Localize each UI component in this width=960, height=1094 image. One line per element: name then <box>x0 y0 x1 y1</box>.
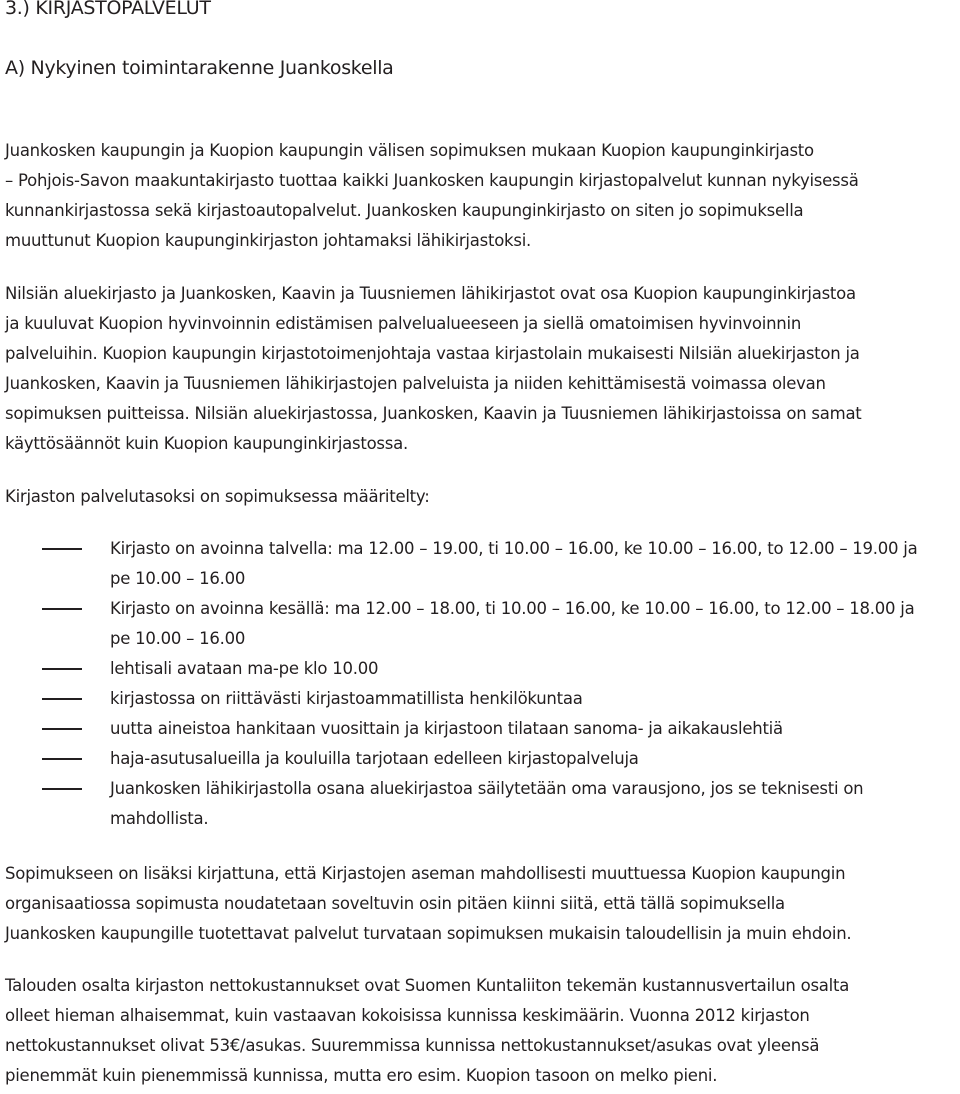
list-item-text: haja-asutusalueilla ja kouluilla tarjotaan edelleen kirjastopalveluja <box>110 749 639 768</box>
list-item-text: kirjastossa on riittävästi kirjastoammatillista henkilökuntaa <box>110 689 583 708</box>
text-line: nettokustannukset olivat 53€/asukas. Suuremmissa kunnissa nettokustannukset/asukas ovat yleensä <box>5 1036 820 1055</box>
list-item-text: uutta aineistoa hankitaan vuosittain ja kirjastoon tilataan sanoma- ja aikakauslehtiä <box>110 719 783 738</box>
dash-bullet-icon <box>42 698 82 700</box>
text-line: Nilsiän aluekirjasto ja Juankosken, Kaavin ja Tuusniemen lähikirjastot ovat osa Kuopion kaupunginkirjastoa <box>5 284 856 303</box>
text-line: sopimuksen puitteissa. Nilsiän aluekirjastossa, Juankosken, Kaavin ja Tuusniemen lähikirjastoissa on samat <box>5 404 862 423</box>
text-line: Sopimukseen on lisäksi kirjattuna, että Kirjastojen aseman mahdollisesti muuttuessa Kuopion kaupungin <box>5 864 846 883</box>
paragraph-agreement-addendum <box>5 859 960 949</box>
text-line: Juankosken, Kaavin ja Tuusniemen lähikirjastojen palveluista ja niiden kehittämisestä voimassa olevan <box>5 374 826 393</box>
list-item-text: Kirjasto on avoinna kesällä: ma 12.00 – 18.00, ti 10.00 – 16.00, ke 10.00 – 16.00, to 12.00 – 18.00 ja <box>110 599 915 618</box>
list-item-text: Kirjasto on avoinna talvella: ma 12.00 – 19.00, ti 10.00 – 16.00, ke 10.00 – 16.00, to 12.00 – 19.00 ja <box>110 539 918 558</box>
dash-bullet-icon <box>42 788 82 790</box>
dash-bullet-icon <box>42 548 82 550</box>
dash-bullet-icon <box>42 668 82 670</box>
list-item-text: Juankosken lähikirjastolla osana aluekirjastoa säilytetään oma varausjono, jos se teknisesti on <box>110 779 864 798</box>
service-level-list <box>0 534 960 834</box>
text-line: käyttösäännöt kuin Kuopion kaupunginkirjastossa. <box>5 434 408 453</box>
list-item-text: mahdollista. <box>110 809 209 828</box>
list-item <box>0 774 960 834</box>
paragraph-economy <box>5 971 960 1091</box>
text-line: pienemmät kuin pienemmissä kunnissa, mutta ero esim. Kuopion tasoon on melko pieni. <box>5 1066 718 1085</box>
text-line: kunnankirjastossa sekä kirjastoautopalvelut. Juankosken kaupunginkirjasto on siten jo sopimuksella <box>5 201 804 220</box>
list-item-text: pe 10.00 – 16.00 <box>110 629 246 648</box>
text-line: palveluihin. Kuopion kaupungin kirjastotoimenjohtaja vastaa kirjastolain mukaisesti Nilsiän aluekirjaston ja <box>5 344 860 363</box>
text-line: organisaatiossa sopimusta noudatetaan soveltuvin osin pitäen kiinni siitä, että tällä sopimuksella <box>5 894 785 913</box>
dash-bullet-icon <box>42 758 82 760</box>
list-item <box>0 534 960 594</box>
list-item <box>0 684 960 714</box>
list-item <box>0 594 960 654</box>
paragraph-organization <box>5 279 960 459</box>
text-line: olleet hieman alhaisemmat, kuin vastaavan kokoisissa kunnissa keskimäärin. Vuonna 2012 kirjaston <box>5 1006 810 1025</box>
dash-bullet-icon <box>42 608 82 610</box>
text-line: Juankosken kaupungin ja Kuopion kaupungin välisen sopimuksen mukaan Kuopion kaupunginkirjasto <box>5 141 814 160</box>
text-line: Kirjaston palvelutasoksi on sopimuksessa määritelty: <box>5 487 430 506</box>
text-line: Juankosken kaupungille tuotettavat palvelut turvataan sopimuksen mukaisin taloudellisin ja muin ehdoin. <box>5 924 852 943</box>
list-item <box>0 654 960 684</box>
list-item-text: pe 10.00 – 16.00 <box>110 569 246 588</box>
list-item <box>0 744 960 774</box>
text-line: – Pohjois-Savon maakuntakirjasto tuottaa kaikki Juankosken kaupungin kirjastopalvelut kunnan nykyisessä <box>5 171 859 190</box>
text-line: Talouden osalta kirjaston nettokustannukset ovat Suomen Kuntaliiton tekemän kustannusvertailun osalta <box>5 976 850 995</box>
text-line: muuttunut Kuopion kaupunginkirjaston johtamaksi lähikirjastoksi. <box>5 231 532 250</box>
paragraph-service-level-intro <box>5 482 960 512</box>
list-item-text: lehtisali avataan ma-pe klo 10.00 <box>110 659 379 678</box>
text-line: ja kuuluvat Kuopion hyvinvoinnin edistämisen palvelualueeseen ja siellä omatoimisen hyvinvoinnin <box>5 314 802 333</box>
dash-bullet-icon <box>42 728 82 730</box>
subsection-heading: A) Nykyinen toimintarakenne Juankoskella <box>5 57 394 79</box>
section-heading: 3.) KIRJASTOPALVELUT <box>5 0 211 19</box>
paragraph-agreement <box>5 136 960 256</box>
list-item <box>0 714 960 744</box>
